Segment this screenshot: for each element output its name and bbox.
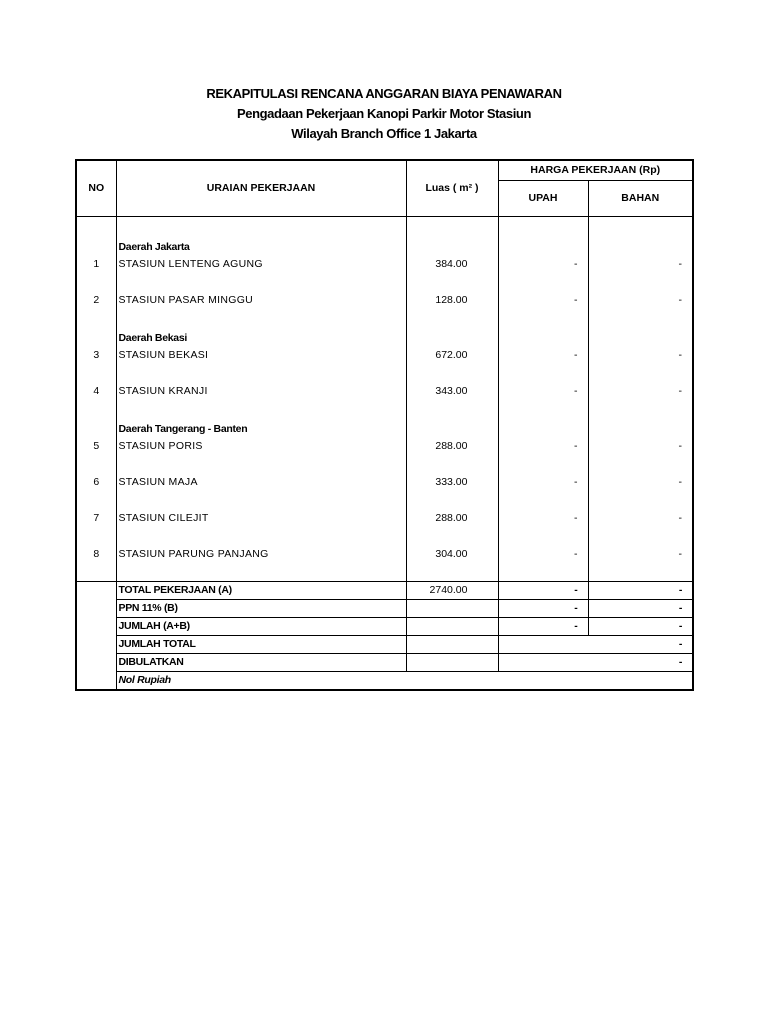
dibulatkan-row — [76, 653, 693, 671]
total-row — [76, 581, 693, 599]
region-row — [76, 420, 693, 437]
jumlah-total-row — [76, 635, 693, 653]
item-bahan: - — [588, 291, 693, 308]
ppn-row — [76, 599, 693, 617]
table-row — [76, 346, 693, 363]
item-no: 2 — [76, 291, 116, 308]
dibulatkan-value: - — [498, 653, 693, 671]
table-row — [76, 255, 693, 272]
document-title-block — [0, 84, 768, 144]
spacer-row — [76, 216, 693, 238]
table-row — [76, 473, 693, 490]
item-bahan: - — [588, 346, 693, 363]
item-name: STASIUN MAJA — [116, 473, 406, 490]
item-upah: - — [498, 545, 588, 562]
table-header-row — [76, 160, 693, 180]
item-name: STASIUN KRANJI — [116, 382, 406, 399]
item-bahan: - — [588, 382, 693, 399]
region-label: Daerah Bekasi — [116, 329, 406, 346]
header-uraian: URAIAN PEKERJAAN — [116, 160, 406, 216]
item-upah: - — [498, 437, 588, 454]
table-row — [76, 509, 693, 526]
ppn-bahan: - — [588, 599, 693, 617]
header-harga: HARGA PEKERJAAN (Rp) — [498, 160, 693, 180]
item-no: 4 — [76, 382, 116, 399]
item-bahan: - — [588, 545, 693, 562]
item-luas: 333.00 — [406, 473, 498, 490]
item-bahan: - — [588, 473, 693, 490]
item-bahan: - — [588, 437, 693, 454]
item-name: STASIUN LENTENG AGUNG — [116, 255, 406, 272]
item-upah: - — [498, 291, 588, 308]
header-no: NO — [76, 160, 116, 216]
item-name: STASIUN BEKASI — [116, 346, 406, 363]
table-row — [76, 545, 693, 562]
table-row — [76, 382, 693, 399]
item-luas: 288.00 — [406, 437, 498, 454]
item-luas: 128.00 — [406, 291, 498, 308]
budget-recap-table — [75, 159, 694, 691]
item-upah: - — [498, 255, 588, 272]
item-name: STASIUN PASAR MINGGU — [116, 291, 406, 308]
item-upah: - — [498, 509, 588, 526]
region-row — [76, 238, 693, 255]
header-luas: Luas ( m² ) — [406, 160, 498, 216]
document-title: REKAPITULASI RENCANA ANGGARAN BIAYA PENAWARAN — [206, 86, 562, 101]
ppn-label: PPN 11% (B) — [116, 599, 406, 617]
item-luas: 304.00 — [406, 545, 498, 562]
jumlah-row — [76, 617, 693, 635]
item-no: 8 — [76, 545, 116, 562]
dibulatkan-label: DIBULATKAN — [116, 653, 406, 671]
total-label: TOTAL PEKERJAAN (A) — [116, 581, 406, 599]
header-bahan: BAHAN — [588, 180, 693, 216]
ppn-upah: - — [498, 599, 588, 617]
total-bahan: - — [588, 581, 693, 599]
item-upah: - — [498, 382, 588, 399]
item-no: 3 — [76, 346, 116, 363]
jumlah-bahan: - — [588, 617, 693, 635]
total-luas: 2740.00 — [406, 581, 498, 599]
item-luas: 672.00 — [406, 346, 498, 363]
terbilang-text: Nol Rupiah — [116, 671, 693, 690]
item-bahan: - — [588, 255, 693, 272]
jumlah-total-label: JUMLAH TOTAL — [116, 635, 406, 653]
item-no: 5 — [76, 437, 116, 454]
jumlah-total-value: - — [498, 635, 693, 653]
table-row — [76, 291, 693, 308]
table-row — [76, 437, 693, 454]
item-luas: 288.00 — [406, 509, 498, 526]
item-no: 6 — [76, 473, 116, 490]
jumlah-upah: - — [498, 617, 588, 635]
document-subtitle: Pengadaan Pekerjaan Kanopi Parkir Motor Stasiun — [236, 106, 531, 121]
header-upah: UPAH — [498, 180, 588, 216]
item-no: 7 — [76, 509, 116, 526]
total-upah: - — [498, 581, 588, 599]
item-name: STASIUN CILEJIT — [116, 509, 406, 526]
item-no: 1 — [76, 255, 116, 272]
item-luas: 343.00 — [406, 382, 498, 399]
region-label: Daerah Tangerang - Banten — [116, 420, 406, 437]
item-upah: - — [498, 346, 588, 363]
document-region-title: Wilayah Branch Office 1 Jakarta — [291, 126, 477, 141]
region-row — [76, 329, 693, 346]
item-upah: - — [498, 473, 588, 490]
item-name: STASIUN PARUNG PANJANG — [116, 545, 406, 562]
item-luas: 384.00 — [406, 255, 498, 272]
item-bahan: - — [588, 509, 693, 526]
terbilang-row — [76, 671, 693, 690]
jumlah-label: JUMLAH (A+B) — [116, 617, 406, 635]
item-name: STASIUN PORIS — [116, 437, 406, 454]
region-label: Daerah Jakarta — [116, 238, 406, 255]
